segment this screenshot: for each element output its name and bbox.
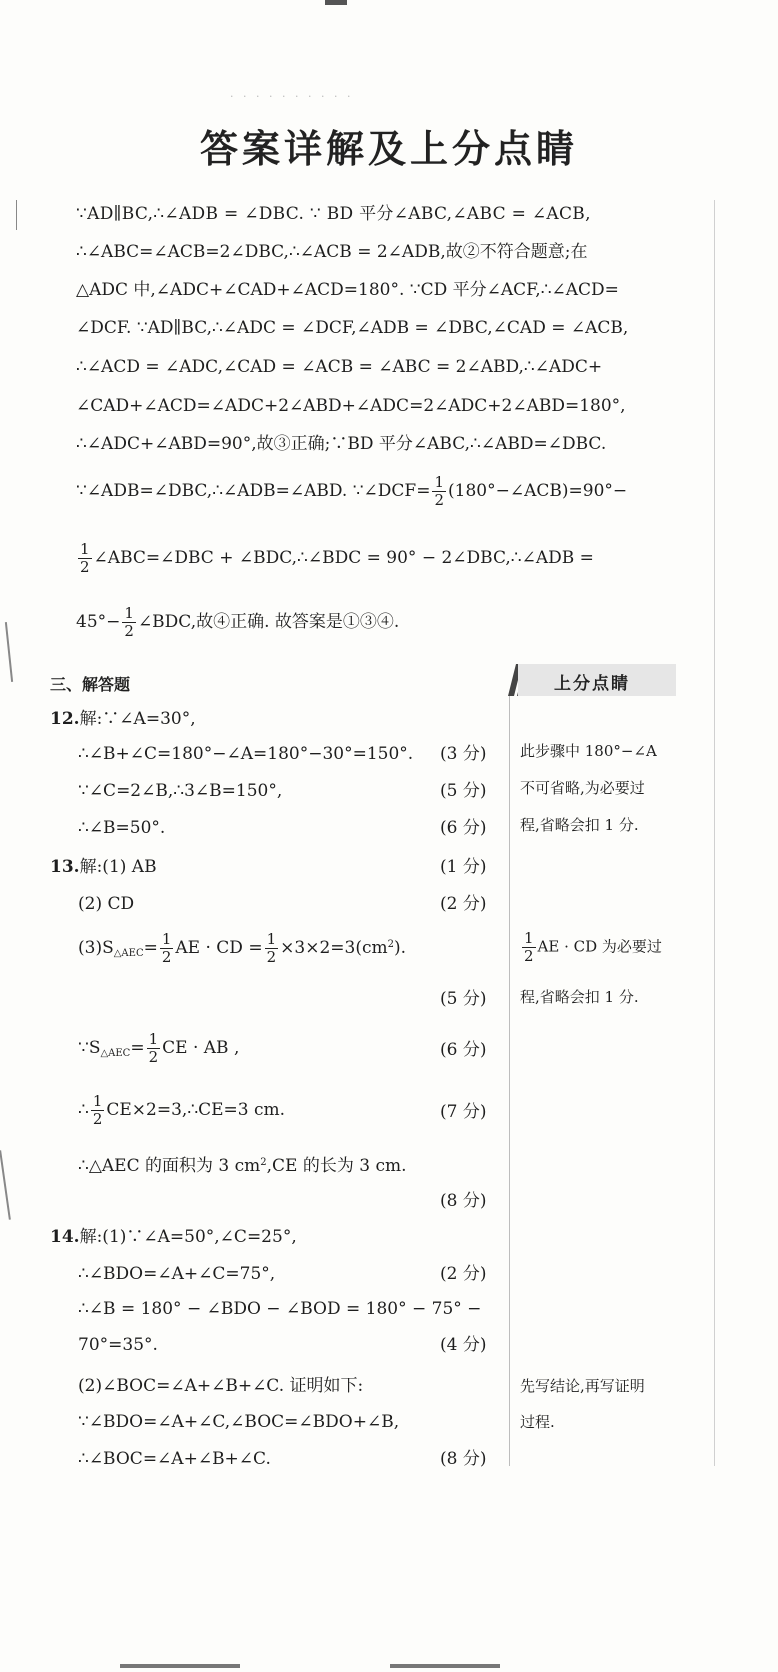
text-line: ∵AD∥BC,∴∠ADB = ∠DBC. ∵ BD 平分∠ABC,∠ABC = ∠ACB, (76, 204, 591, 224)
text-line: ∠DCF. ∵AD∥BC,∴∠ADC = ∠DCF,∠ADB = ∠DBC,∠CAD = ∠ACB, (76, 318, 629, 338)
denominator: 2 (161, 948, 172, 966)
text-line (76, 605, 399, 640)
text-line (78, 931, 406, 966)
question-number: 12. (50, 709, 80, 729)
fraction-one-half (432, 474, 446, 509)
points-label: (4 分) (440, 1335, 487, 1355)
header-dots: · · · · · · · · · · (230, 90, 354, 103)
text-line: ∴∠ADC+∠ABD=90°,故③正确;∵BD 平分∠ABC,∴∠ABD=∠DBC. (76, 434, 607, 454)
numerator: 1 (80, 540, 90, 558)
text-line: ∴∠B=50°. (78, 818, 166, 838)
text-segment: (180°−∠ACB)=90°− (448, 481, 628, 501)
numerator: 1 (524, 929, 534, 947)
points-label: (7 分) (440, 1102, 487, 1122)
text-segment: 解:(1) AB (79, 857, 157, 877)
points-label: (8 分) (440, 1191, 487, 1211)
numerator: 1 (266, 930, 277, 948)
text-line (78, 1031, 239, 1066)
text-line: ∠CAD+∠ACD=∠ADC+2∠ABD+∠ADC=2∠ADC+2∠ABD=180°, (76, 396, 626, 416)
denominator: 2 (266, 948, 277, 966)
text-segment: ∵∠ADB=∠DBC,∴∠ADB=∠ABD. ∵∠DCF= (76, 481, 431, 501)
denominator: 2 (148, 1048, 159, 1066)
text-segment: ∴△AEC 的面积为 3 cm (78, 1156, 261, 1176)
points-label: (1 分) (440, 857, 487, 877)
denominator: 2 (80, 558, 90, 576)
fraction-one-half (160, 931, 174, 966)
text-line: 70°=35°. (78, 1335, 158, 1355)
tip-text: 此步骤中 180°−∠A (520, 742, 657, 760)
text-line: ∴∠BDO=∠A+∠C=75°, (78, 1264, 276, 1284)
text-segment: CE · AB , (162, 1038, 240, 1058)
section-heading: 三、解答题 (50, 675, 131, 694)
question-line (50, 708, 196, 730)
points-label: (2 分) (440, 894, 487, 914)
fraction-one-half (78, 541, 92, 576)
margin-mark (0, 1150, 11, 1220)
text-segment: = (130, 1038, 145, 1058)
fraction-one-half (265, 931, 279, 966)
superscript: 2 (260, 1157, 267, 1168)
text-line (78, 1093, 285, 1128)
text-segment: ∠BDC,故④正确. 故答案是①③④. (137, 612, 400, 632)
tip-text: 程,省略会扣 1 分. (520, 988, 639, 1006)
header-decoration (325, 0, 347, 5)
denominator: 2 (124, 622, 134, 640)
subscript: △AEC (100, 1048, 131, 1059)
numerator: 1 (161, 930, 172, 948)
text-line: △ADC 中,∠ADC+∠CAD+∠ACD=180°. ∵CD 平分∠ACF,∴∠ACD= (76, 280, 619, 300)
points-label: (3 分) (440, 744, 487, 764)
text-segment: ∠ABC=∠DBC + ∠BDC,∴∠BDC = 90° − 2∠DBC,∴∠ADB = (93, 548, 594, 568)
superscript: 2 (387, 939, 394, 950)
text-line: (2) CD (78, 894, 135, 914)
fraction-one-half (91, 1093, 105, 1128)
fraction-one-half (522, 930, 536, 965)
denominator: 2 (524, 947, 534, 965)
page-title: 答案详解及上分点睛 (199, 127, 578, 171)
text-segment: AE · CD = (175, 938, 263, 958)
numerator: 1 (92, 1092, 103, 1110)
points-label: (8 分) (440, 1449, 487, 1469)
text-segment: AE · CD 为必要过 (537, 937, 662, 956)
margin-mark (5, 622, 13, 682)
text-segment: 解:(1)∵∠A=50°,∠C=25°, (79, 1227, 297, 1247)
fraction-one-half (122, 605, 136, 640)
text-segment: = (143, 938, 158, 958)
text-line: ∴∠ACD = ∠ADC,∠CAD = ∠ACB = ∠ABC = 2∠ABD,∴∠ADC+ (76, 357, 603, 377)
tip-text (520, 930, 662, 965)
text-segment: CE×2=3,∴CE=3 cm. (106, 1100, 286, 1120)
margin-mark (16, 200, 17, 230)
question-line (50, 856, 157, 878)
tip-text: 不可省略,为必要过 (520, 779, 645, 797)
numerator: 1 (148, 1030, 159, 1048)
footer-decoration (120, 1664, 240, 1668)
points-label: (5 分) (440, 781, 487, 801)
text-line: ∵∠C=2∠B,∴3∠B=150°, (78, 781, 283, 801)
text-segment: 45°− (76, 612, 121, 632)
footer-decoration (390, 1664, 500, 1668)
text-segment: ,CE 的长为 3 cm. (266, 1156, 407, 1176)
right-margin-rule (714, 200, 715, 1466)
text-line: ∵∠BDO=∠A+∠C,∠BOC=∠BDO+∠B, (78, 1412, 400, 1432)
question-number: 13. (50, 857, 80, 877)
tip-header-label: 上分点睛 (554, 674, 630, 694)
points-label: (6 分) (440, 1040, 487, 1060)
text-segment: ∵S (78, 1038, 101, 1058)
denominator: 2 (434, 491, 445, 509)
text-segment: ∴ (78, 1100, 89, 1120)
denominator: 2 (92, 1110, 103, 1128)
text-line: ∴∠B+∠C=180°−∠A=180°−30°=150°. (78, 744, 414, 764)
text-segment: ×3×2=3(cm (280, 938, 388, 958)
numerator: 1 (434, 473, 445, 491)
text-line: (2)∠BOC=∠A+∠B+∠C. 证明如下: (78, 1376, 364, 1396)
question-line (50, 1226, 297, 1248)
text-line: ∴∠BOC=∠A+∠B+∠C. (78, 1449, 271, 1469)
text-line (78, 1152, 407, 1177)
tip-text: 先写结论,再写证明 (520, 1377, 645, 1395)
tip-text: 过程. (520, 1413, 555, 1431)
text-segment: (3)S (78, 938, 114, 958)
points-label: (2 分) (440, 1264, 487, 1284)
points-label: (6 分) (440, 818, 487, 838)
question-number: 14. (50, 1227, 80, 1247)
text-line: ∴∠ABC=∠ACB=2∠DBC,∴∠ACB = 2∠ADB,故②不符合题意;在 (76, 242, 588, 262)
tip-text: 程,省略会扣 1 分. (520, 816, 639, 834)
text-line (76, 474, 627, 509)
fraction-one-half (147, 1031, 161, 1066)
text-line: ∴∠B = 180° − ∠BDO − ∠BOD = 180° − 75° − (78, 1299, 482, 1319)
points-label: (5 分) (440, 989, 487, 1009)
text-segment: 解:∵∠A=30°, (79, 709, 196, 729)
subscript: △AEC (113, 948, 144, 959)
tip-column-divider (509, 696, 510, 1466)
text-segment: ). (393, 938, 407, 958)
numerator: 1 (124, 604, 134, 622)
text-line (76, 541, 594, 576)
